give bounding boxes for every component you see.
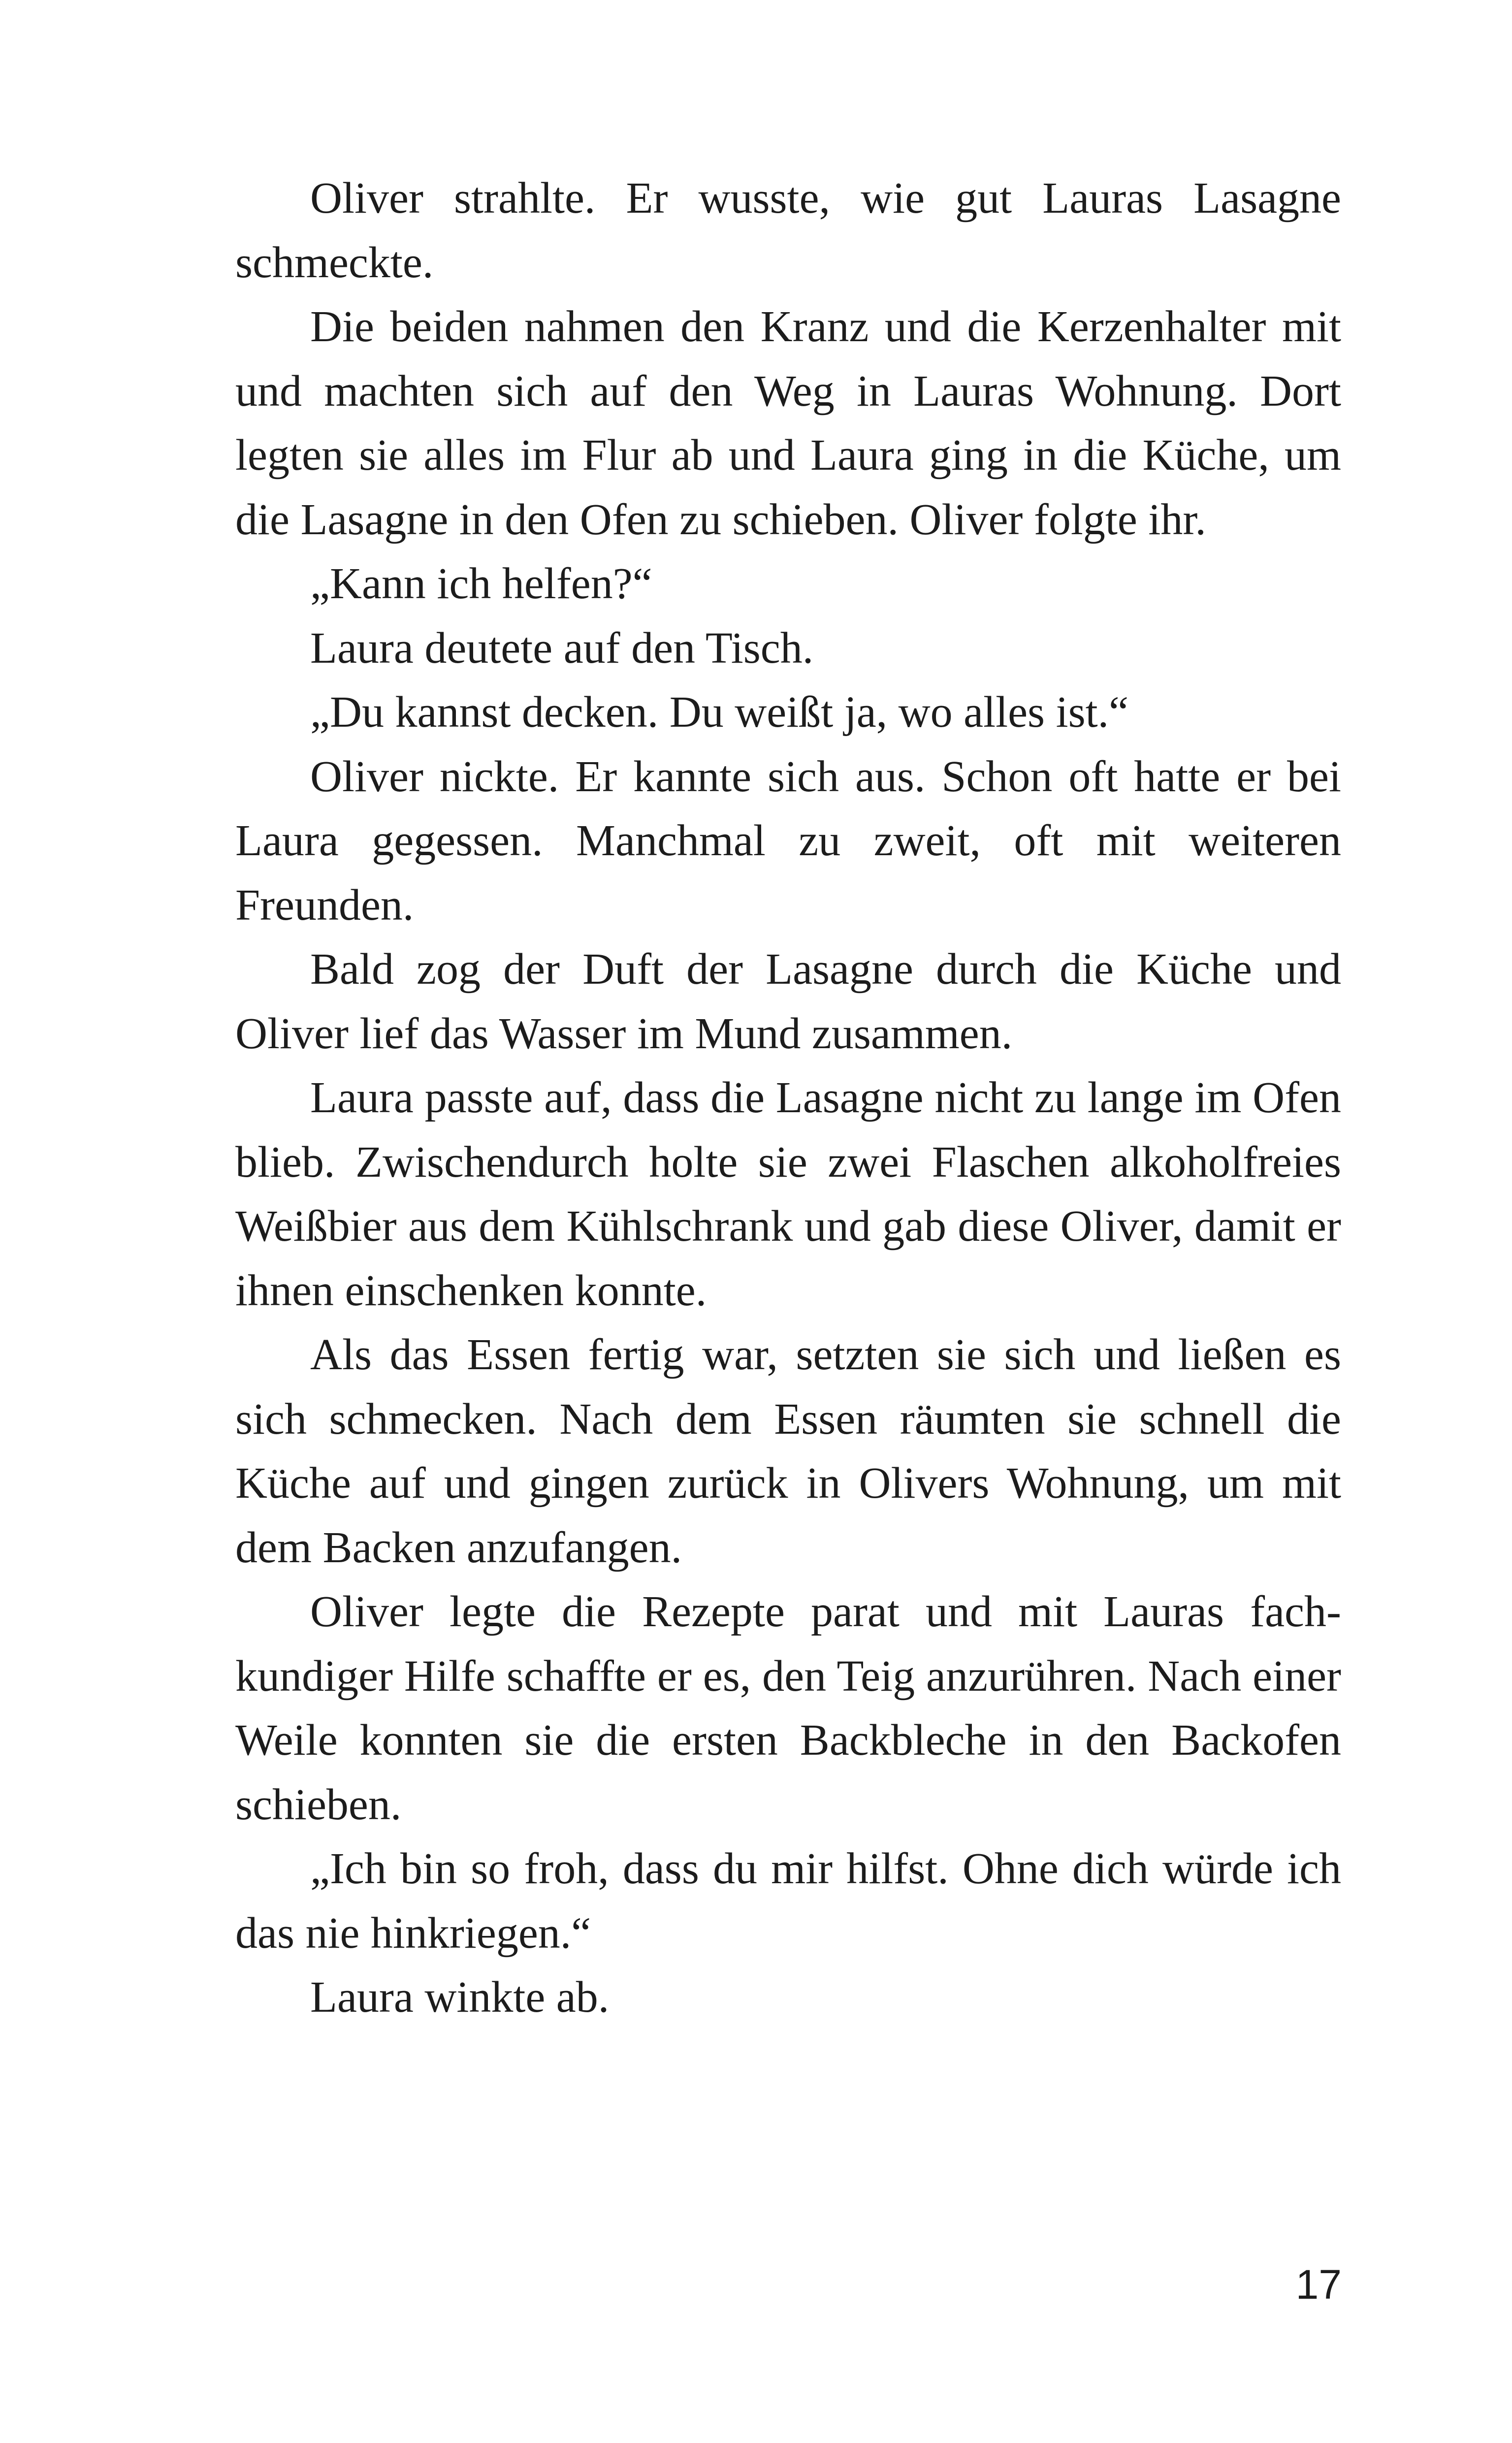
paragraph: Bald zog der Duft der Lasagne durch die Küche und Oliver lief das Wasser im Mund zusammen. <box>235 945 1341 1058</box>
paragraph: Laura deutete auf den Tisch. <box>310 623 814 673</box>
paragraph: Oliver strahlte. Er wusste, wie gut Lauras Lasagne schmeckte. <box>235 174 1341 287</box>
dialogue-line: „Du kannst decken. Du weißt ja, wo alles ist.“ <box>310 688 1129 737</box>
dialogue-line: „Ich bin so froh, dass du mir hilfst. Ohne dich würde ich das nie hinkriegen.“ <box>235 1844 1341 1958</box>
paragraph: Oliver legte die Rezepte parat und mit Lauras fachkundiger Hilfe schaffte er es, den Teig anzurühren. Nach einer Weile konnten sie die ersten Backbleche in den Backofen schieben. <box>235 1587 1341 1829</box>
paragraph: Die beiden nahmen den Kranz und die Kerzenhalter mit und machten sich auf den Weg in Lauras Wohnung. Dort legten sie alles im Flur ab und Laura ging in die Küche, um die Lasagne in den Ofen zu schieben. Oliver folgte ihr. <box>235 302 1341 544</box>
paragraph: Laura passte auf, dass die Lasagne nicht zu lange im Ofen blieb. Zwischendurch holte sie zwei Flaschen alkoholfreies Weißbier aus dem Kühlschrank und gab diese Oliver, damit er ihnen einschenken konnte. <box>235 1073 1341 1315</box>
dialogue-line: „Kann ich helfen?“ <box>310 559 652 608</box>
body-text <box>235 166 1341 2030</box>
paragraph: Laura winkte ab. <box>310 1973 610 2022</box>
paragraph: Oliver nickte. Er kannte sich aus. Schon oft hatte er bei Laura gegessen. Manchmal zu zweit, oft mit weiteren Freunden. <box>235 752 1341 930</box>
paragraph: Als das Essen fertig war, setzten sie sich und ließen es sich schmecken. Nach dem Essen räumten sie schnell die Küche auf und gingen zurück in Olivers Wohnung, um mit dem Backen anzufangen. <box>235 1330 1341 1572</box>
page-number: 17 <box>1295 2261 1342 2308</box>
